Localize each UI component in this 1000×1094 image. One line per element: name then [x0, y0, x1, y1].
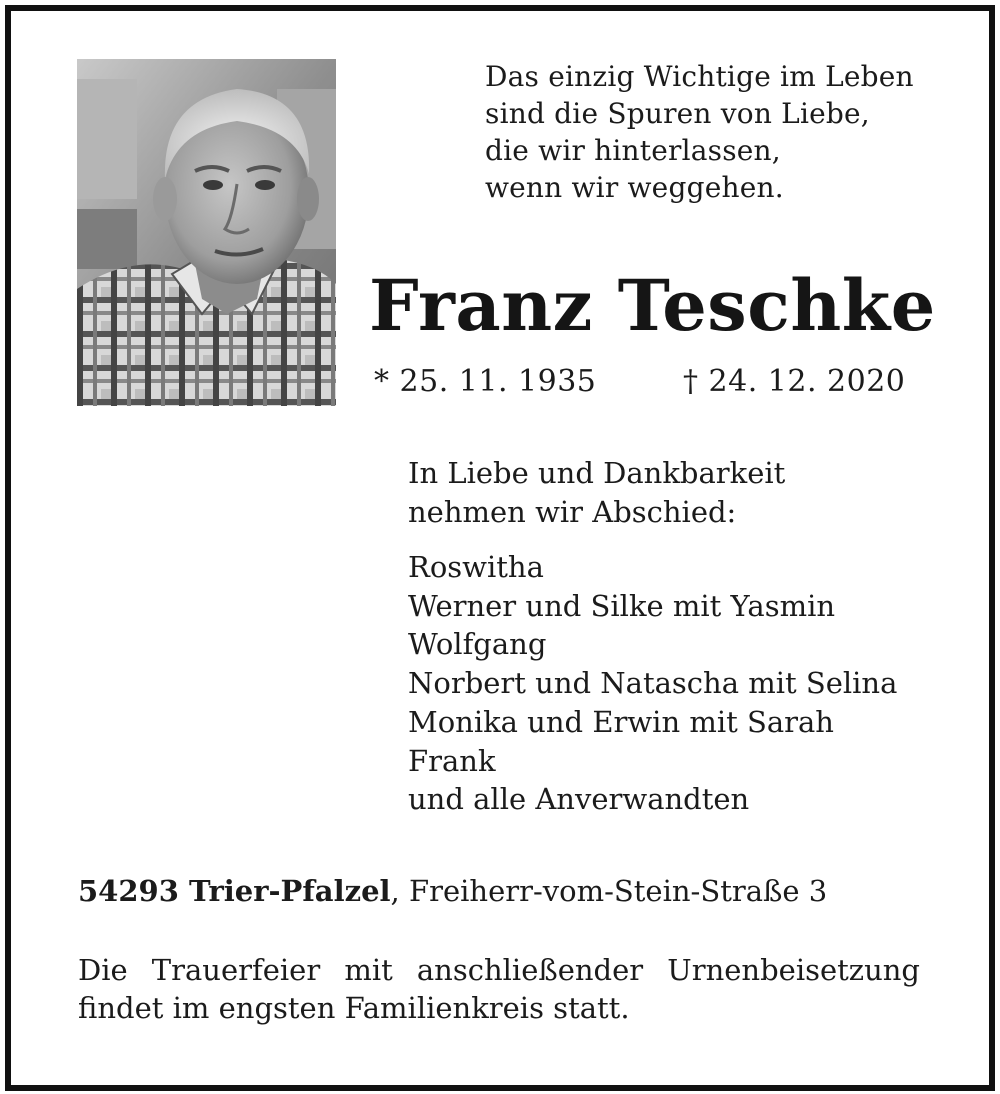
intro-line: nehmen wir Abschied:: [408, 495, 737, 529]
mourner-entry: Monika und Erwin mit Sarah: [408, 704, 834, 739]
verse-line: wenn wir weggehen.: [485, 171, 784, 204]
verse-line: die wir hinterlassen,: [485, 134, 781, 167]
memorial-verse: [485, 58, 914, 206]
mourner-entry: Norbert und Natascha mit Selina: [408, 666, 898, 701]
address-separator: ,: [390, 874, 409, 908]
verse-line: sind die Spuren von Liebe,: [485, 97, 870, 130]
mourner-entry: Werner und Silke mit Yasmin: [408, 588, 836, 623]
funeral-note-line: findet im engsten Familienkreis statt.: [78, 991, 630, 1025]
farewell-intro: [408, 454, 785, 532]
portrait-photo: [77, 59, 336, 406]
mourner-entry: und alle Anverwandten: [408, 782, 750, 817]
verse-line: Das einzig Wichtige im Leben: [485, 60, 914, 93]
death-date: † 24. 12. 2020: [683, 364, 906, 399]
birth-date: * 25. 11. 1935: [374, 364, 597, 399]
mourner-entry: Roswitha: [408, 550, 544, 584]
funeral-note-line: Die Trauerfeier mit anschließender Urnenbeisetzung: [78, 953, 920, 987]
funeral-note: [78, 951, 920, 1027]
family-address: [78, 871, 827, 911]
address-street: Freiherr-vom-Stein-Straße 3: [408, 874, 828, 908]
deceased-name: Franz Teschke: [369, 264, 936, 347]
mourner-entry: Wolfgang: [408, 627, 547, 662]
address-city: 54293 Trier-Pfalzel: [78, 874, 391, 908]
intro-line: In Liebe und Dankbarkeit: [408, 456, 786, 490]
mourner-entry: Frank: [408, 743, 496, 778]
mourners-list: [408, 548, 897, 819]
